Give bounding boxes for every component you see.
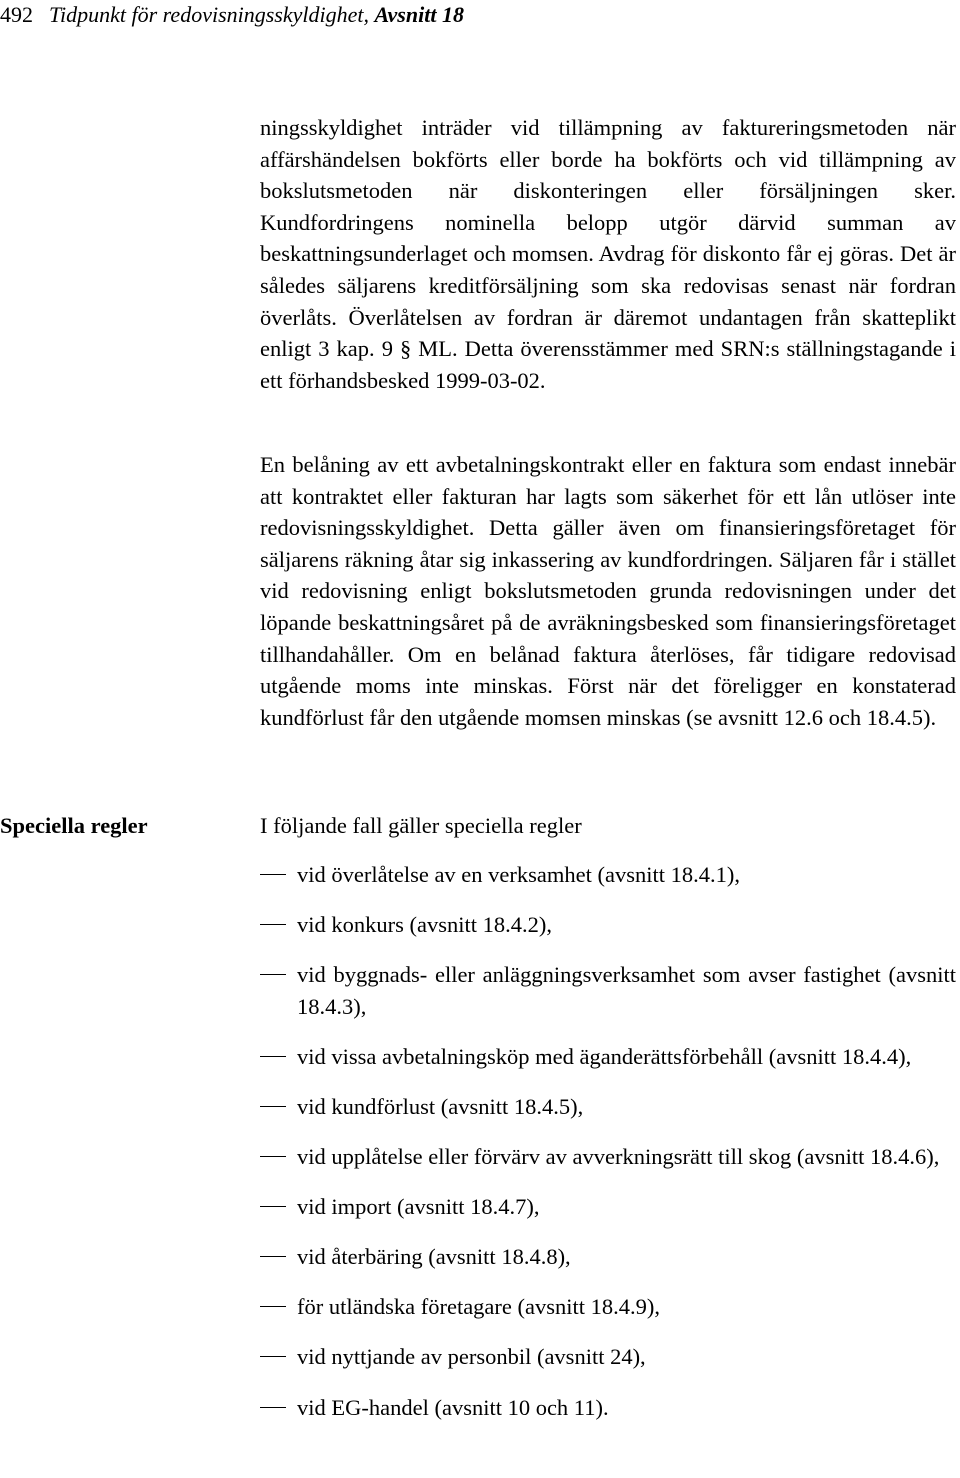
list-item	[260, 1392, 956, 1424]
list-item-text: vid konkurs (avsnitt 18.4.2),	[297, 912, 552, 938]
list-item	[260, 1241, 956, 1273]
special-rules-list	[260, 859, 956, 1442]
list-item	[260, 1291, 956, 1323]
dash-bullet-icon	[260, 1407, 286, 1408]
list-item-text: vid upplåtelse eller förvärv av avverkningsrätt till skog (avsnitt 18.4.6),	[297, 1144, 940, 1170]
dash-bullet-icon	[260, 1106, 286, 1107]
body-paragraph-1: ningsskyldighet inträder vid tillämpning av faktureringsmetoden när affärshändelsen bokförts eller borde ha bokförts och vid tillämpning av bokslutsmetoden när diskonteringen eller försäljningen sker. Kundfordringens nominella belopp utgör därvid summan av beskattningsunderlaget och momsen. Avdrag för diskonto får ej göras. Det är således säljarens kreditförsäljning som ska redovisas senast när fordran överlåts. Överlåtelsen av fordran är däremot undantagen från skatteplikt enligt 3 kap. 9 § ML. Detta överensstämmer med SRN:s ställningstagande i ett förhandsbesked 1999-03-02.	[260, 115, 956, 393]
list-item	[260, 959, 956, 1022]
list-item-text: vid EG-handel (avsnitt 10 och 11).	[297, 1394, 609, 1420]
list-item	[260, 1191, 956, 1223]
list-item-text: vid vissa avbetalningsköp med äganderättsförbehåll (avsnitt 18.4.4),	[297, 1043, 912, 1069]
list-item	[260, 909, 956, 941]
dash-bullet-icon	[260, 1156, 286, 1157]
body-paragraph-2: En belåning av ett avbetalningskontrakt eller en faktura som endast innebär att kontraktet eller fakturan har lagts som säkerhet för ett lån utlöser inte redovisningsskyldighet. Detta gäller även om finansieringsföretaget för säljarens räkning åtar sig inkassering av kundfordringen. Säljaren får i stället vid redovisning enligt bokslutsmetoden grunda redovisningen under det löpande beskattningsåret på de avräkningsbesked som finansieringsföretaget tillhandahåller. Om en belånad faktura återlöses, får tidigare redovisad utgående moms inte minskas. Först när det föreligger en konstaterad kundförlust får den utgående momsen minskas (se avsnitt 12.6 och 18.4.5).	[260, 452, 956, 730]
list-item-text: vid kundförlust (avsnitt 18.4.5),	[297, 1093, 584, 1119]
header-title: Tidpunkt för redovisningsskyldighet,	[49, 2, 375, 27]
list-item-text: vid byggnads- eller anläggningsverksamhet som avser fastighet (avsnitt 18.4.3),	[297, 962, 956, 1019]
dash-bullet-icon	[260, 1206, 286, 1207]
list-item-text: vid överlåtelse av en verksamhet (avsnitt 18.4.1),	[297, 862, 740, 887]
running-header	[0, 0, 464, 30]
dash-bullet-icon	[260, 924, 286, 925]
dash-bullet-icon	[260, 1306, 286, 1307]
list-item-text: vid återbäring (avsnitt 18.4.8),	[297, 1244, 571, 1270]
list-item	[260, 1341, 956, 1373]
list-item-text: för utländska företagare (avsnitt 18.4.9),	[297, 1294, 660, 1320]
header-section: Avsnitt 18	[374, 2, 464, 27]
list-item-text: vid import (avsnitt 18.4.7),	[297, 1194, 540, 1220]
side-heading: Speciella regler	[0, 813, 148, 838]
page-number: 492	[0, 2, 33, 27]
dash-bullet-icon	[260, 874, 286, 875]
list-item	[260, 1141, 956, 1173]
dash-bullet-icon	[260, 1356, 286, 1357]
dash-bullet-icon	[260, 974, 286, 975]
dash-bullet-icon	[260, 1256, 286, 1257]
list-item	[260, 1041, 956, 1073]
list-item	[260, 1091, 956, 1123]
dash-bullet-icon	[260, 1056, 286, 1057]
list-intro: I följande fall gäller speciella regler	[260, 813, 582, 838]
list-item-text: vid nyttjande av personbil (avsnitt 24),	[297, 1344, 646, 1370]
list-item	[260, 859, 956, 891]
